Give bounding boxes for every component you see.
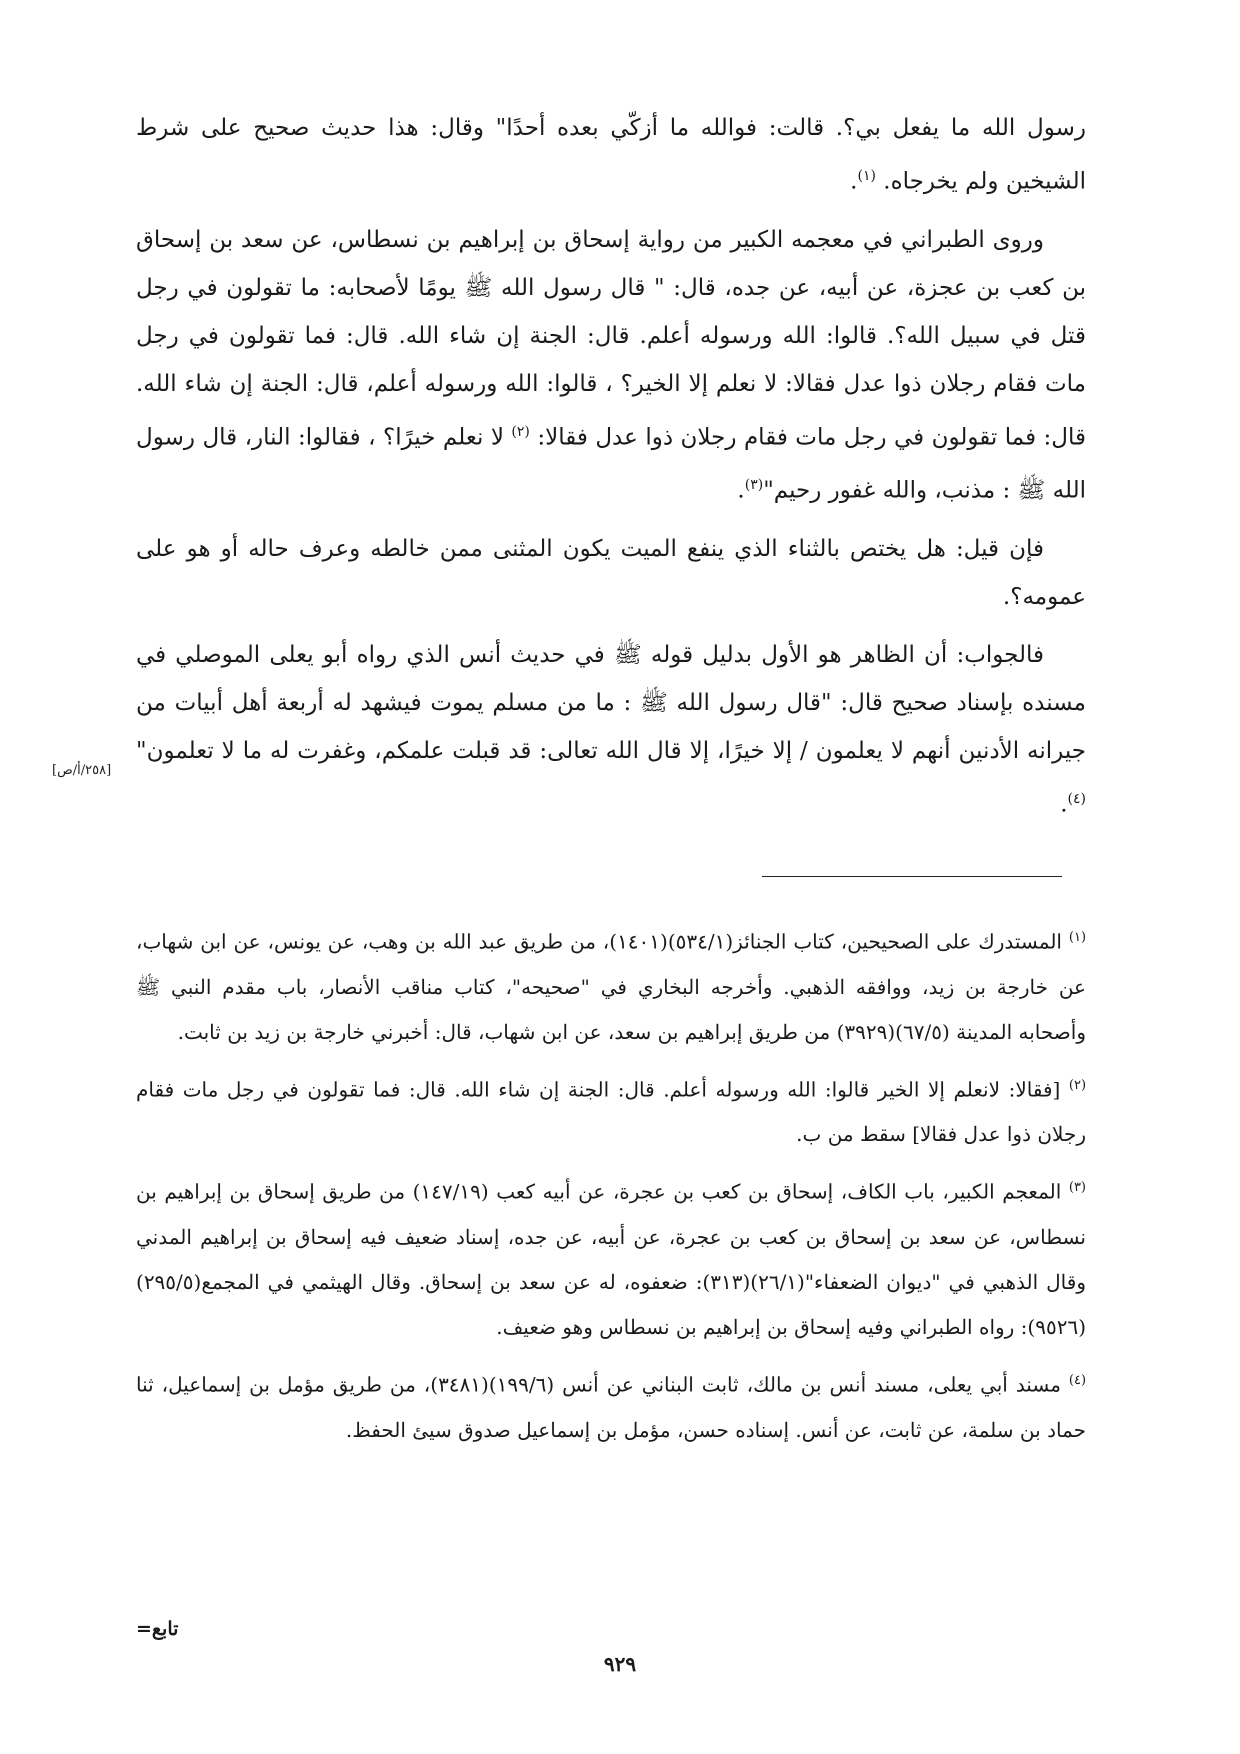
footnote-number: (٤)	[1068, 1372, 1087, 1388]
manuscript-margin-note: [٢٥٨/أ/ص]	[52, 763, 112, 778]
footnote-ref-1[interactable]: (١)	[857, 168, 876, 184]
main-text	[136, 104, 1086, 839]
paragraph-3: فإن قيل: هل يختص بالثناء الذي ينفع الميت يكون المثنى ممن خالطه وعرف حاله أو هو على عمومه؟.	[136, 535, 1086, 610]
footnote-number: (٣)	[1068, 1180, 1086, 1196]
paragraph-2: وروى الطبراني في معجمه الكبير من رواية إسحاق بن إبراهيم بن نسطاس، عن سعد بن إسحاق بن كعب بن عجزة، عن أبيه، عن جده، قال: " قال رسول الله ﷺ يومًا لأصحابه: ما تقولون في رجل قتل في سبيل الله؟. قالوا: الله ورسوله أعلم. قال: الجنة إن شاء الله. قال: فما تقولون في رجل مات فقام رجلان ذوا عدل فقالا: لا نعلم إلا الخير؟ ، قالوا: الله ورسوله أعلم، قال: الجنة إن شاء الله. قال: فما تقولون في رجل مات فقام رجلان ذوا عدل فقالا: $^{(٢)}$ لا نعلم خيرًا؟ ، فقالوا: النار، قال رسول الله ﷺ : مذنب، والله غفور رحيم"$^{(٣)}$.	[136, 226, 1086, 504]
footnote-2: $^{(٢)}$ [فقالا: لانعلم إلا الخير قالوا: الله ورسوله أعلم. قال: الجنة إن شاء الله. قال: فما تقولون في رجل مات فقام رجلان ذوا عدل فقالا] سقط من ب.	[136, 1077, 1087, 1147]
footnote-separator	[762, 876, 1062, 877]
footnote-number: (٢)	[1068, 1077, 1087, 1093]
footnote-ref-4[interactable]: (٤)	[1067, 790, 1086, 807]
footnote-number: (١)	[1068, 930, 1087, 945]
continued-label: تابع=	[136, 1618, 179, 1640]
footnote-1: $^{(١)}$ المستدرك على الصحيحين، كتاب الجنائز(٥٣٤/١)(١٤٠١)، من طريق عبد الله بن وهب، عن يونس، عن ابن شهاب، عن خارجة بن زيد، ووافقه الذهبي. وأخرجه البخاري في "صحيحه"، كتاب مناقب الأنصار، باب مقدم النبي ﷺ وأصحابه المدينة (٦٧/٥)(٣٩٢٩) من طريق إبراهيم بن سعد، عن ابن شهاب، قال: أخبرني خارجة بن زيد بن ثابت.	[136, 929, 1087, 1044]
footnote-ref-2[interactable]: (٢)	[511, 423, 530, 440]
paragraph-1: رسول الله ما يفعل بي؟. قالت: فوالله ما أزكّي بعده أحدًا" وقال: هذا حديث صحيح على شرط الشيخين ولم يخرجاه. $^{(١)}$.	[136, 115, 1086, 195]
footnote-3: $^{(٣)}$ المعجم الكبير، باب الكاف، إسحاق بن كعب بن عجرة، عن أبيه كعب (١٤٧/١٩) من طريق إسحاق بن إبراهيم بن نسطاس، عن سعد بن إسحاق بن كعب بن عجرة، عن أبيه، عن جده، إسناد ضعيف فيه إسحاق بن إبراهيم المدني وقال الذهبي في "ديوان الضعفاء"(٢٦/١)(٣١٣): ضعفوه، له عن سعد بن إسحاق. وقال الهيثمي في المجمع(٢٩٥/٥)(٩٥٢٦): رواه الطبراني وفيه إسحاق بن إبراهيم بن نسطاس وهو ضعيف.	[136, 1179, 1086, 1339]
page-number: ٩٢٩	[603, 1652, 637, 1676]
paragraph-4: فالجواب: أن الظاهر هو الأول بدليل قوله ﷺ في حديث أنس الذي رواه أبو يعلى الموصلي في مسنده بإسناد صحيح قال: "قال رسول الله ﷺ : ما من مسلم يموت فيشهد له أربعة أهل أبيات من جيرانه الأدنين أنهم لا يعلمون / إلا خيرًا، إلا قال الله تعالى: قد قبلت علمكم، وغفرت له ما لا تعلمون"$^{(٤)}$.	[136, 641, 1086, 818]
footnote-4: $^{(٤)}$ مسند أبي يعلى، مسند أنس بن مالك، ثابت البناني عن أنس (١٩٩/٦)(٣٤٨١)، من طريق مؤمل بن إسماعيل، ثنا حماد بن سلمة، عن ثابت، عن أنس. إسناده حسن، مؤمل بن إسماعيل صدوق سيئ الحفظ.	[136, 1372, 1087, 1442]
footnotes	[136, 915, 1086, 1461]
footnote-ref-3[interactable]: (٣)	[744, 477, 764, 494]
